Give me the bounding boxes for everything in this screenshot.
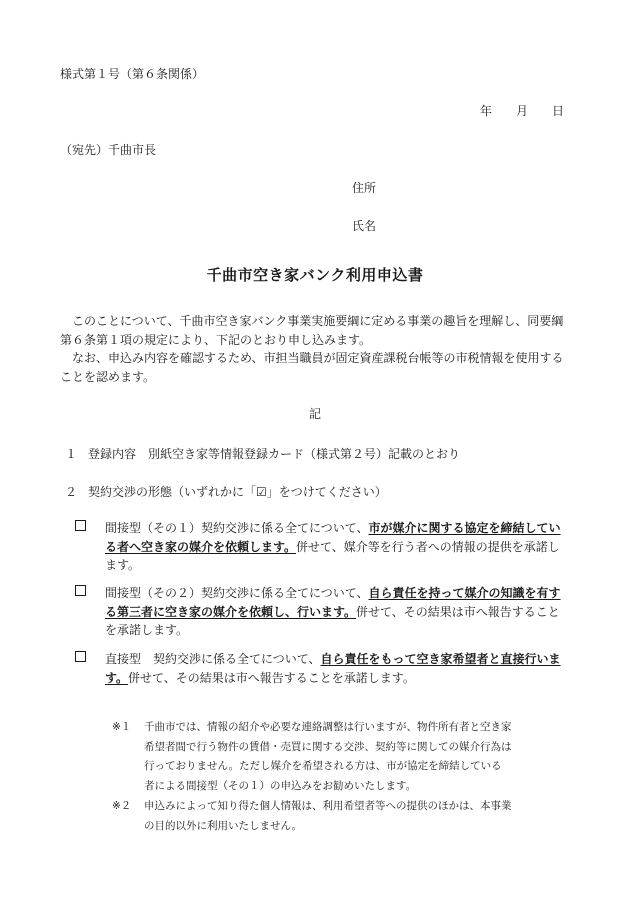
option-lead: 直接型 契約交渉に係る全てについて、	[105, 652, 321, 666]
note-2-text: 申込みによって知り得た個人情報は、利用希望者等への提供のほかは、本事業の目的以外に利用いたしません。	[144, 800, 512, 832]
option-indirect-2-text	[105, 584, 571, 640]
option-indirect-2-checkbox[interactable]	[75, 585, 86, 596]
item-2-number: ２	[65, 485, 78, 499]
document-title: 千曲市空き家バンク利用申込書	[206, 266, 424, 284]
note-2	[112, 797, 512, 837]
option-emphasis: 自ら責任をもって空き家希望者と直接行います。	[105, 652, 561, 685]
note-1	[112, 718, 512, 798]
form-number: 様式第１号（第６条関係）	[60, 67, 205, 81]
intro-paragraph-1: このことについて、千曲市空き家バンク事業実施要綱に定める事業の趣旨を理解し、同要綱第６条第１項の規定により、下記のとおり申し込みます。	[60, 314, 564, 347]
name-label: 氏名	[352, 219, 377, 233]
option-direct-text	[105, 650, 571, 687]
note-2-mark: ※２	[112, 800, 132, 812]
option-lead: 間接型（その２）契約交渉に係る全てについて、	[105, 586, 369, 600]
item-2-text: 契約交渉の形態（いずれかに「☑」をつけてください）	[88, 485, 387, 499]
option-indirect-1-checkbox[interactable]	[75, 520, 86, 531]
item-1-text: 登録内容 別紙空き家等情報登録カード（様式第２号）記載のとおり	[88, 447, 461, 461]
option-tail: 併せて、媒介等を行う者への情報の提供を承諾します。	[105, 539, 560, 572]
intro-paragraph-2: なお、申込み内容を確認するため、市担当職員が固定資産課税台帳等の市税情報を使用することを認めます。	[60, 351, 564, 384]
option-tail: 併せて、その結果は市へ報告することを承諾します。	[105, 604, 560, 637]
note-1-mark: ※１	[112, 721, 132, 733]
option-lead: 間接型（その１）契約交渉に係る全てについて、	[105, 521, 369, 535]
date-line: 年 月 日	[480, 104, 565, 118]
address-label: 住所	[352, 181, 377, 195]
option-direct-checkbox[interactable]	[75, 651, 86, 662]
ki-heading: 記	[308, 407, 321, 421]
note-1-text: 千曲市では、情報の紹介や必要な連絡調整は行いますが、物件所有者と空き家希望者間で行う物件の賃借・売買に関する交渉、契約等に関しての媒介行為は行っておりません。ただし媒介を希望される方は、市が協定を締結している者による間接型（その１）の申込みをお勧めいたします。	[144, 721, 512, 792]
option-indirect-1-text	[105, 519, 571, 575]
item-1-number: １	[65, 447, 78, 461]
option-emphasis: 自ら責任を持って媒介の知識を有する第三者に空き家の媒介を依頼し、行います。	[105, 586, 561, 619]
option-tail: 併せて、その結果は市へ報告することを承諾します。	[128, 670, 415, 685]
option-emphasis: 市が媒介に関する協定を締結している者へ空き家の媒介を依頼します。	[105, 521, 561, 554]
addressee: （宛先）千曲市長	[60, 143, 157, 157]
